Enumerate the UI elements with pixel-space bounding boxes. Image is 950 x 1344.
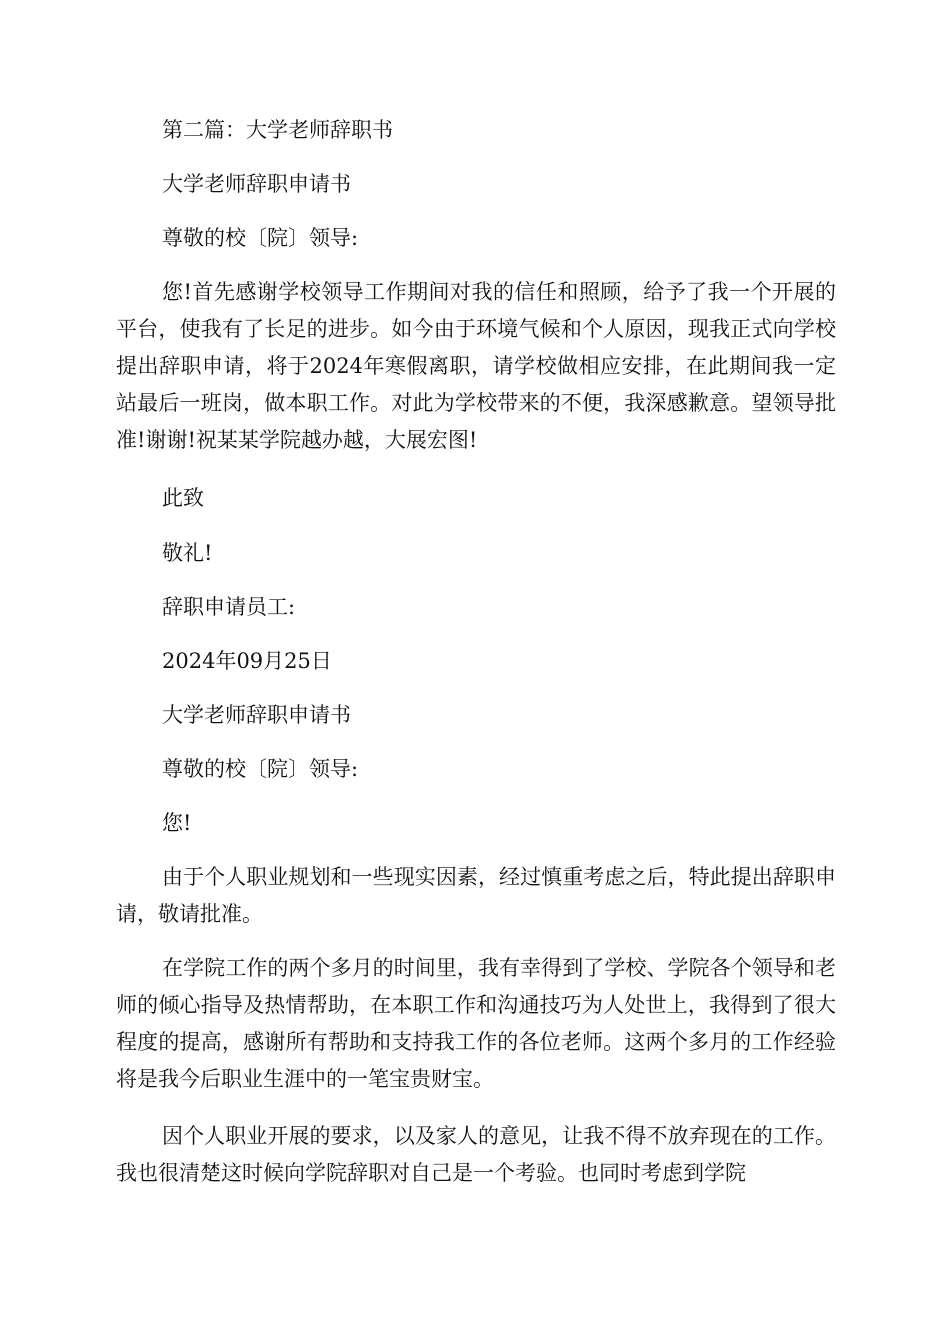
letter1-salutation: 尊敬的校〔院〕领导: bbox=[162, 226, 359, 250]
letter2-title: 大学老师辞职申请书 bbox=[162, 703, 351, 727]
letter2-salutation: 尊敬的校〔院〕领导: bbox=[162, 757, 359, 781]
letter1-closing-2: 敬礼! bbox=[162, 541, 213, 565]
signature-label: 辞职申请员工: bbox=[162, 595, 296, 619]
section-heading: 第二篇：大学老师辞职书 bbox=[162, 118, 393, 142]
letter2-paragraph-2: 在学院工作的两个多月的时间里，我有幸得到了学校、学院各个领导和老师的倾心指导及热情帮助，在本职工作和沟通技巧为人处世上，我得到了很大程度的提高，感谢所有帮助和支持我工作的各位老师。这两个多月的工作经验将是我今后职业生涯中的一笔宝贵财宝。 bbox=[116, 956, 836, 1091]
letter2-paragraph-3: 因个人职业开展的要求，以及家人的意见，让我不得不放弃现在的工作。我也很清楚这时候向学院辞职对自己是一个考验。也同时考虑到学院 bbox=[116, 1124, 836, 1185]
letter-date: 2024年09月25日 bbox=[162, 649, 332, 673]
letter1-title: 大学老师辞职申请书 bbox=[162, 172, 351, 196]
letter1-closing-1: 此致 bbox=[162, 486, 204, 510]
letter2-paragraph-1: 由于个人职业规划和一些现实因素，经过慎重考虑之后，特此提出辞职申请，敬请批准。 bbox=[116, 865, 836, 926]
letter1-body: 您!首先感谢学校领导工作期间对我的信任和照顾，给予了我一个开展的平台，使我有了长足的进步。如今由于环境气候和个人原因，现我正式向学校提出辞职申请，将于2024年寒假离职，请学校做相应安排，在此期间我一定站最后一班岗，做本职工作。对此为学校带来的不便，我深感歉意。望领导批准!谢谢!祝某某学院越办越，大展宏图! bbox=[116, 280, 836, 452]
letter2-greeting: 您! bbox=[162, 811, 192, 835]
